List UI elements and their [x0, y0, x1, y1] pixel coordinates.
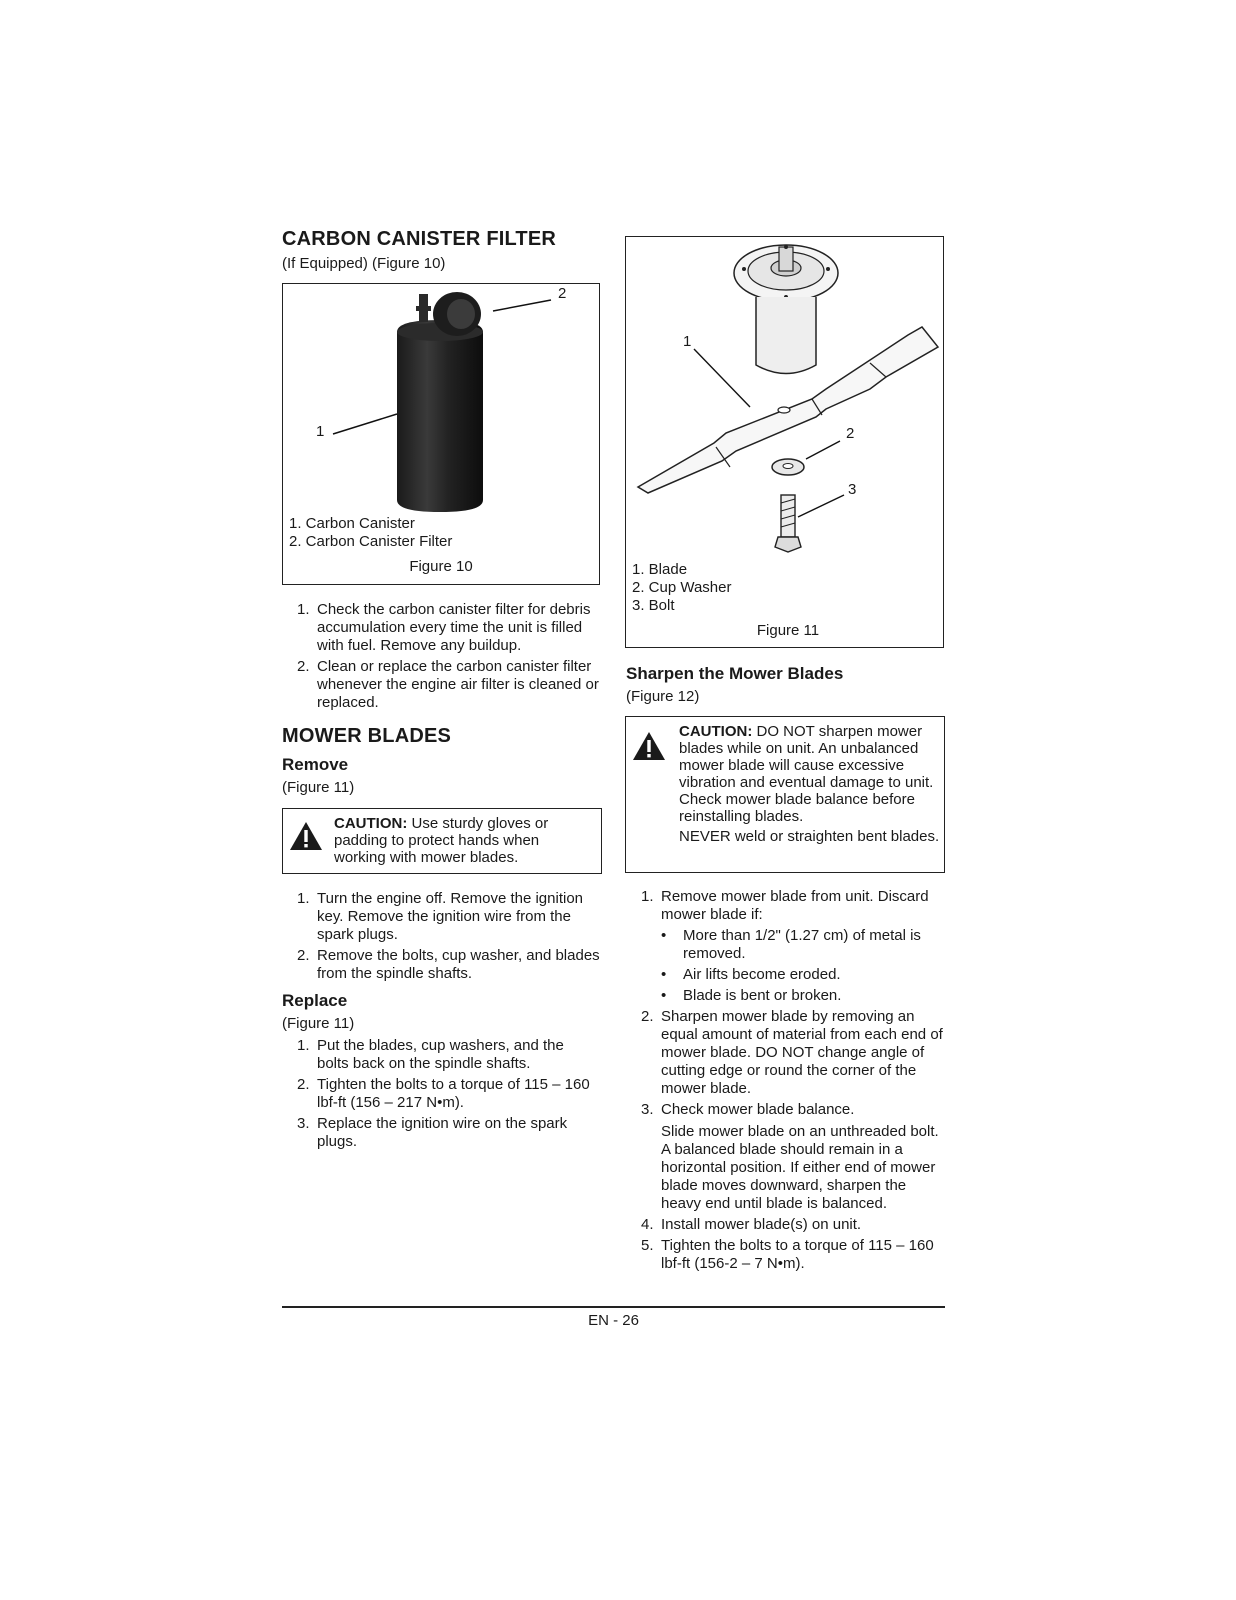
step-number: 3. [641, 1101, 654, 1118]
caution-label: CAUTION: [679, 723, 753, 740]
replace-steps [297, 1037, 597, 1154]
bullet-icon: • [661, 927, 667, 944]
sharpen-caution-text [679, 723, 941, 845]
list-item [641, 1101, 945, 1213]
figure-11-legend [632, 561, 732, 615]
figure-10-box [282, 283, 600, 585]
callout-2-leader [806, 441, 840, 459]
footer-rule [282, 1306, 945, 1308]
list-item [297, 658, 602, 712]
list-item [297, 947, 602, 983]
carbon-steps [297, 601, 602, 715]
list-item [641, 1008, 945, 1098]
figure-10-legend [289, 515, 452, 551]
caution-body-2: NEVER weld or straighten bent blades. [679, 828, 940, 845]
callout-2: 2 [558, 285, 567, 302]
list-item [641, 888, 945, 1005]
caution-body: Use sturdy gloves or padding to protect hands when working with mower blades. [334, 815, 549, 866]
step-text: Put the blades, cup washers, and the bolts back on the spindle shafts. [317, 1037, 564, 1072]
bullet-text: More than 1/2" (1.27 cm) of metal is removed. [683, 927, 921, 962]
discard-bullets [661, 927, 945, 1005]
warning-icon [289, 821, 323, 851]
list-item [297, 890, 602, 944]
step-number: 2. [297, 1076, 310, 1093]
list-item [297, 1076, 597, 1112]
caution-body: DO NOT sharpen mower blades while on unit. An unbalanced mower blade will cause excessive vibration and eventual damage to unit. Check mower blade balance before reinstalling blades. [679, 723, 934, 825]
step-text: Tighten the bolts to a torque of 115 – 160 lbf-ft (156 – 217 N•m). [317, 1076, 590, 1111]
figure-11-box [625, 236, 944, 648]
callout-1-leader [333, 414, 397, 434]
step-number: 3. [297, 1115, 310, 1132]
figure-11-caption: Figure 11 [756, 622, 820, 639]
step-number: 1. [297, 1037, 310, 1054]
list-item [297, 1115, 597, 1151]
step-text: Sharpen mower blade by removing an equal amount of material from each end of mower blade. DO NOT change angle of cutting edge or round the corner of the mower blade. [661, 1008, 943, 1097]
list-item [641, 1237, 945, 1273]
step-number: 1. [641, 888, 654, 905]
bullet-item [661, 927, 945, 963]
bullet-icon: • [661, 987, 667, 1004]
step-number: 5. [641, 1237, 654, 1254]
legend-item: 2. Cup Washer [632, 579, 732, 596]
sharpen-title: Sharpen the Mower Blades [626, 664, 844, 683]
legend-item: 1. Blade [632, 561, 688, 578]
remove-caution-text [334, 815, 594, 866]
step-3-paragraph: Slide mower blade on an unthreaded bolt. A balanced blade should remain in a horizontal position. If either end of mower blade moves downward, sharpen the heavy end until blade is balanced. [661, 1123, 939, 1212]
legend-item: 2. Carbon Canister Filter [289, 533, 453, 550]
sharpen-steps [641, 888, 945, 1276]
figure-10-caption: Figure 10 [409, 558, 473, 575]
step-number: 2. [297, 947, 310, 964]
step-text: Clean or replace the carbon canister filter whenever the engine air filter is cleaned or replaced. [317, 658, 599, 711]
mower-blades-title: MOWER BLADES [282, 725, 452, 747]
step-text: Install mower blade(s) on unit. [661, 1216, 862, 1233]
bullet-icon: • [661, 966, 667, 983]
step-number: 4. [641, 1216, 654, 1233]
callout-1: 1 [316, 423, 325, 440]
mower-blade-illustration [626, 237, 943, 557]
legend-item: 1. Carbon Canister [289, 515, 415, 532]
step-text: Remove mower blade from unit. Discard mower blade if: [661, 888, 929, 923]
sharpen-subtitle: (Figure 12) [626, 688, 700, 705]
list-item [641, 1216, 945, 1234]
caution-label: CAUTION: [334, 815, 408, 832]
step-number: 1. [297, 601, 310, 618]
sharpen-caution-box [625, 716, 945, 873]
list-item [297, 601, 602, 655]
callout-1: 1 [683, 333, 692, 350]
bullet-text: Blade is bent or broken. [683, 987, 842, 1004]
callout-2-leader [493, 300, 551, 311]
warning-icon [632, 731, 666, 761]
callout-1-leader [694, 349, 750, 407]
callout-3: 3 [848, 481, 857, 498]
bullet-item [661, 966, 945, 984]
step-text: Check the carbon canister filter for debris accumulation every time the unit is filled with fuel. Remove any buildup. [317, 601, 591, 654]
remove-title: Remove [282, 755, 349, 774]
step-number: 2. [297, 658, 310, 675]
step-number: 1. [297, 890, 310, 907]
remove-caution-box [282, 808, 602, 874]
step-text: Replace the ignition wire on the spark plugs. [317, 1115, 568, 1150]
remove-subtitle: (Figure 11) [282, 779, 355, 796]
step-number: 2. [641, 1008, 654, 1025]
list-item [297, 1037, 597, 1073]
bullet-item [661, 987, 945, 1005]
legend-item: 3. Bolt [632, 597, 675, 614]
carbon-canister-illustration [283, 284, 599, 524]
step-text: Tighten the bolts to a torque of 115 – 160 lbf-ft (156-2 – 7 N•m). [661, 1237, 934, 1272]
remove-steps [297, 890, 602, 986]
page-number: EN - 26 [588, 1312, 639, 1329]
callout-3-leader [798, 495, 844, 517]
carbon-canister-title: CARBON CANISTER FILTER [282, 228, 557, 250]
step-text: Check mower blade balance. [661, 1101, 855, 1118]
step-text: Remove the bolts, cup washer, and blades from the spindle shafts. [317, 947, 600, 982]
replace-subtitle: (Figure 11) [282, 1015, 355, 1032]
step-text: Turn the engine off. Remove the ignition key. Remove the ignition wire from the spark plugs. [317, 890, 584, 943]
callout-2: 2 [846, 425, 855, 442]
carbon-canister-subtitle: (If Equipped) (Figure 10) [282, 255, 446, 272]
bullet-text: Air lifts become eroded. [683, 966, 841, 983]
replace-title: Replace [282, 991, 348, 1010]
